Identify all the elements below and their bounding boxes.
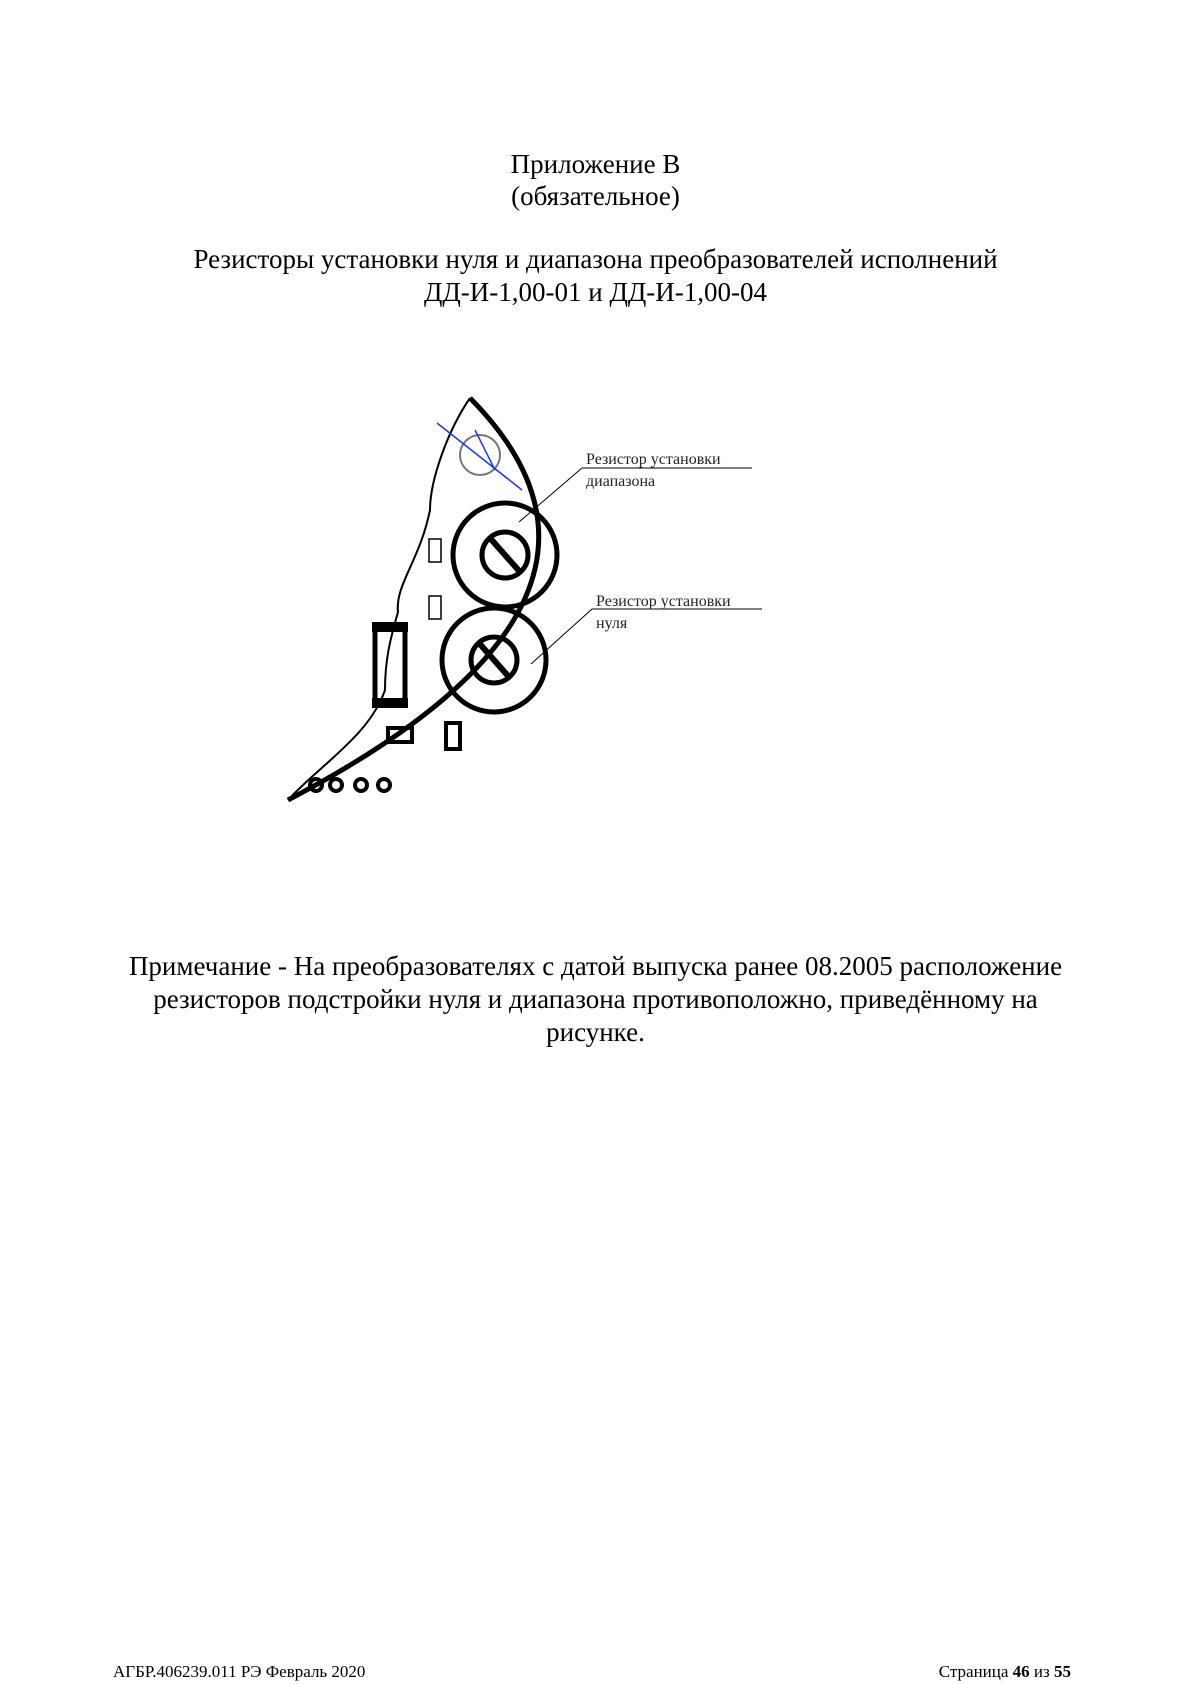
footer-document-id: АГБР.406239.011 РЭ Февраль 2020 — [113, 1662, 366, 1681]
page-prefix: Страница — [938, 1662, 1009, 1681]
solder-hole — [330, 779, 342, 791]
appendix-title: Приложение В — [510, 149, 681, 179]
page-total: 55 — [1054, 1662, 1071, 1681]
label-range-line1: Резистор установки — [586, 451, 721, 468]
leader-line-range — [519, 468, 582, 522]
heading-line-2: ДД-И-1,00-01 и ДД-И-1,00-04 — [423, 277, 768, 307]
crosshair-line — [437, 423, 522, 490]
connector-component — [372, 622, 408, 708]
note-line: Примечание - На преобразователях с датой выпуска ранее 08.2005 расположение — [128, 951, 1063, 981]
heading-line-1: Резисторы установки нуля и диапазона преобразователей исполнений — [193, 244, 998, 274]
pad — [429, 596, 441, 619]
solder-hole — [355, 779, 367, 791]
note-line: рисунке. — [546, 1017, 645, 1047]
appendix-status: (обязательное) — [511, 181, 680, 211]
smd-component — [446, 723, 460, 749]
page-separator: из — [1033, 1662, 1050, 1681]
page-current: 46 — [1012, 1662, 1030, 1681]
note-line: резисторов подстройки нуля и диапазона противоположно, приведённому на — [153, 984, 1038, 1014]
label-zero-line1: Резистор установки — [596, 593, 731, 610]
solder-hole — [378, 779, 390, 791]
label-zero-line2: нуля — [596, 615, 628, 632]
range-resistor — [453, 503, 557, 607]
label-range-line2: диапазона — [586, 473, 656, 490]
footer-page-number — [939, 1662, 1071, 1682]
pad — [429, 539, 441, 562]
zero-resistor — [442, 608, 546, 712]
board-inner-edge — [288, 398, 470, 800]
note-paragraph — [0, 950, 1191, 1049]
